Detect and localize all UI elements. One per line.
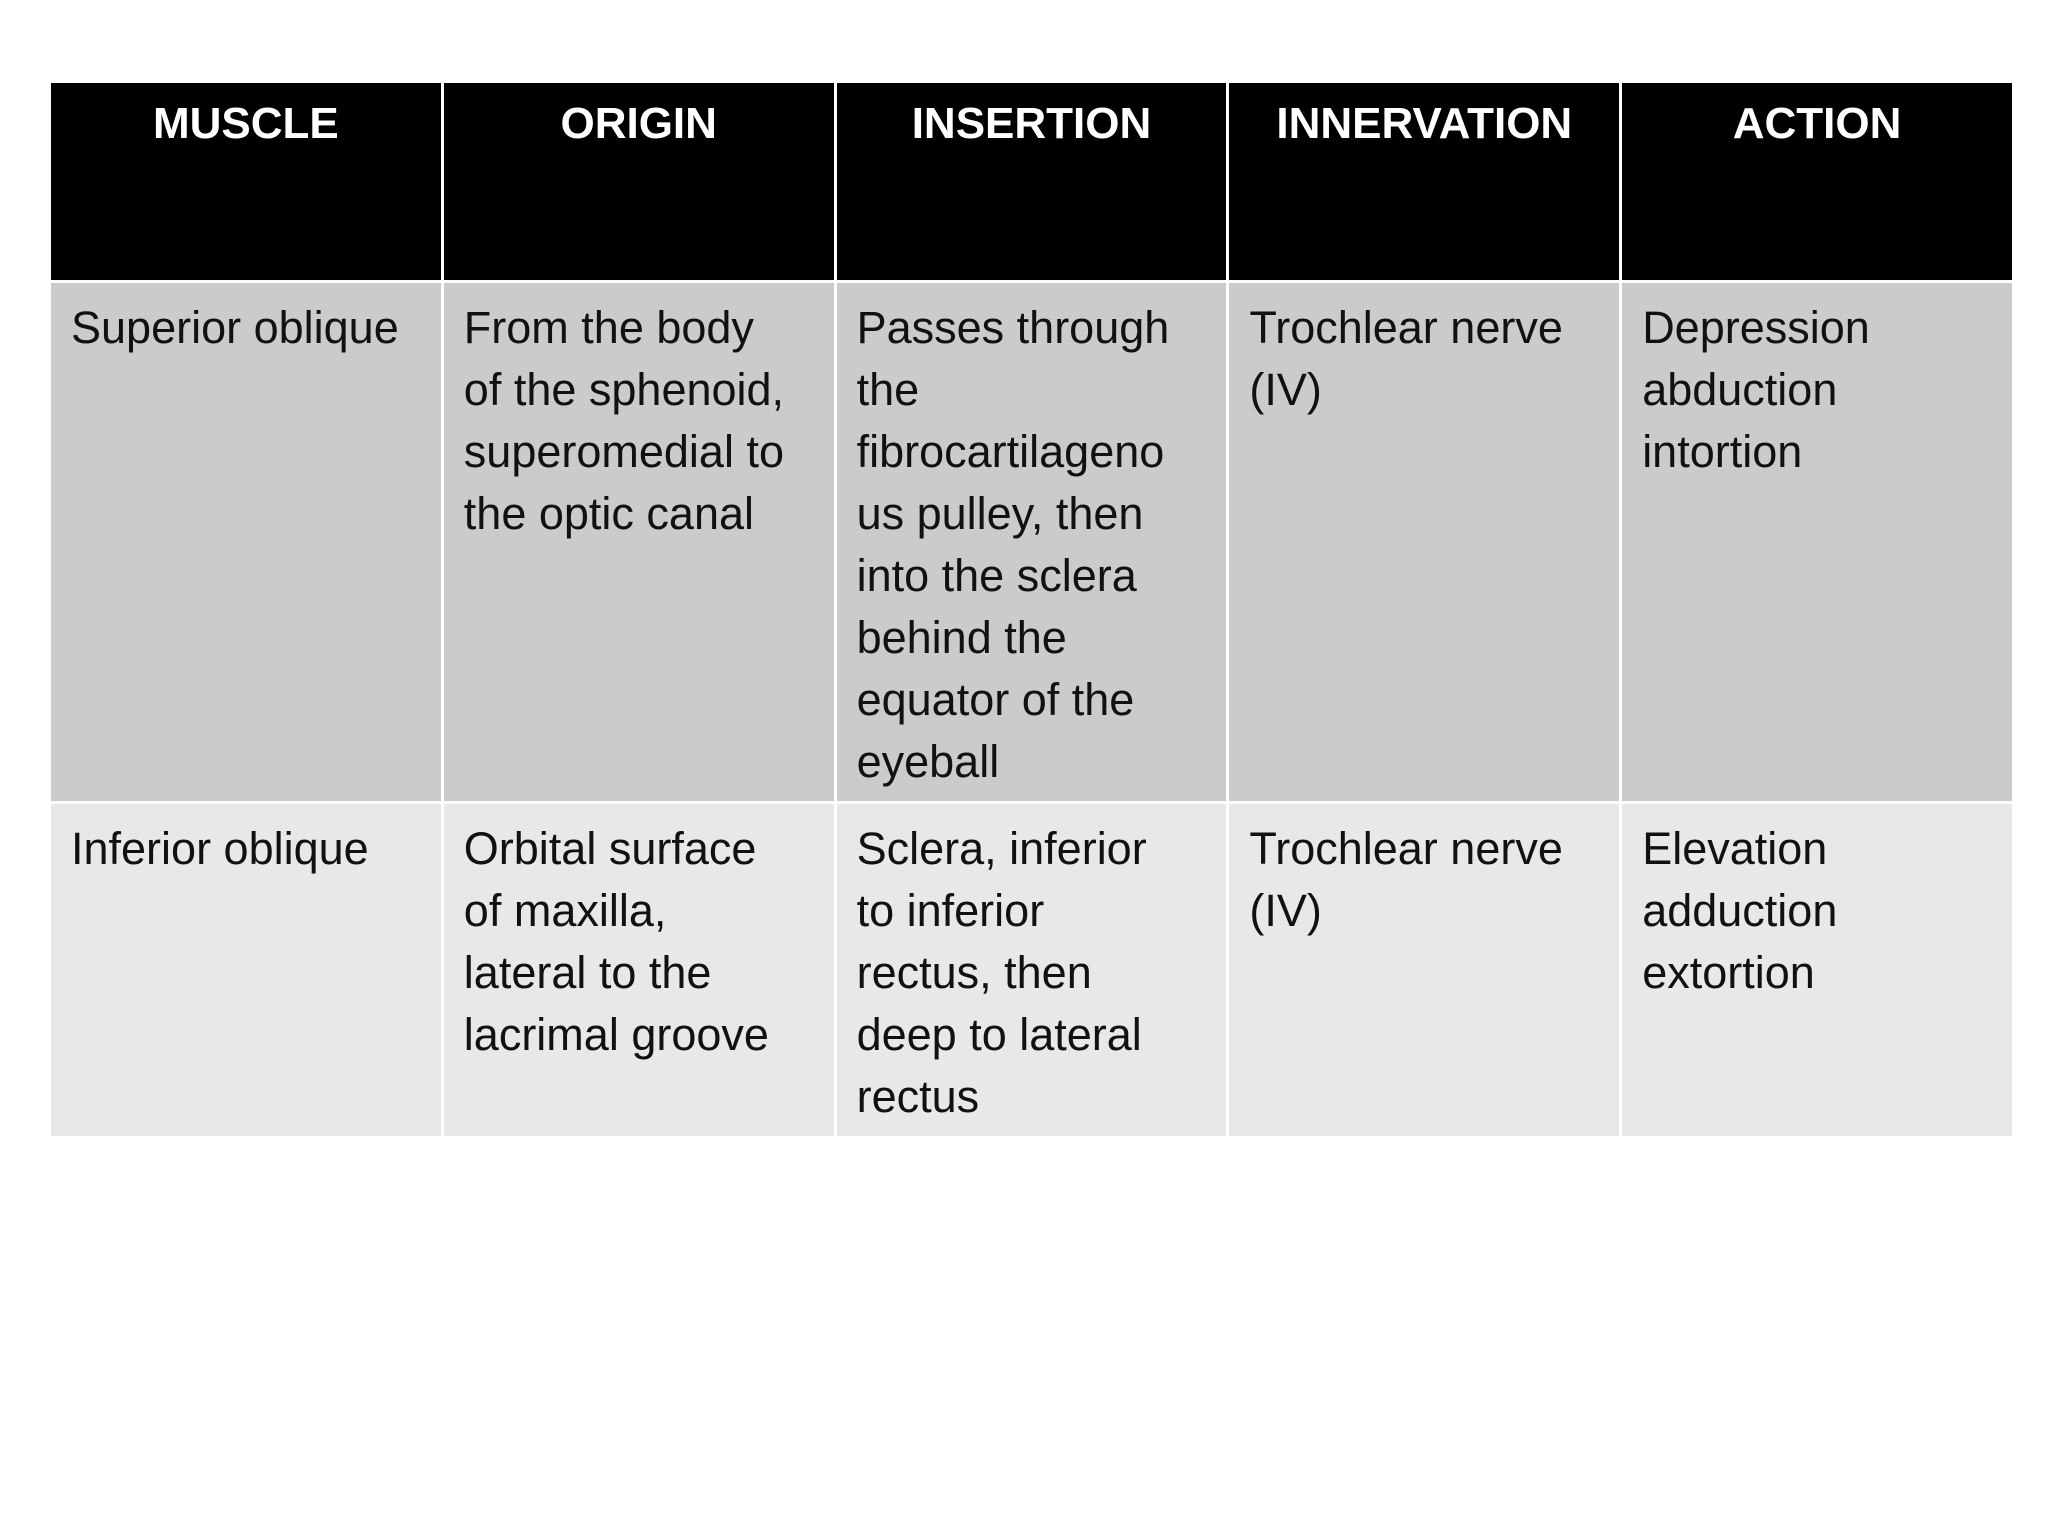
cell-insertion — [835, 803, 1228, 1138]
header-muscle: MUSCLE — [50, 82, 443, 282]
cell-muscle — [50, 282, 443, 803]
cell-text: Passes through the fibrocartilageno us pulley, then into the sclera behind the equator of the eyeball — [856, 302, 1170, 787]
cell-insertion — [835, 282, 1228, 803]
header-origin: ORIGIN — [442, 82, 835, 282]
cell-text: Elevation adduction extortion — [1642, 823, 1838, 998]
table-row — [50, 282, 2014, 803]
cell-muscle — [50, 803, 443, 1138]
cell-innervation — [1228, 282, 1621, 803]
cell-text: Superior oblique — [71, 302, 399, 353]
cell-text: Trochlear nerve (IV) — [1249, 302, 1563, 415]
cell-text: Depression abduction intortion — [1642, 302, 1870, 477]
cell-origin — [442, 282, 835, 803]
cell-text: Orbital surface of maxilla, lateral to the lacrimal groove — [463, 823, 769, 1060]
cell-text: Inferior oblique — [71, 823, 369, 874]
header-action: ACTION — [1621, 82, 2014, 282]
cell-action — [1621, 282, 2014, 803]
muscle-table — [48, 80, 2015, 1139]
cell-action — [1621, 803, 2014, 1138]
table-row — [50, 803, 2014, 1138]
cell-text: Trochlear nerve (IV) — [1249, 823, 1563, 936]
header-insertion: INSERTION — [835, 82, 1228, 282]
cell-origin — [442, 803, 835, 1138]
cell-text: From the body of the sphenoid, superomedial to the optic canal — [463, 302, 785, 539]
header-row — [50, 82, 2014, 282]
cell-text: Sclera, inferior to inferior rectus, then deep to lateral rectus — [856, 823, 1147, 1122]
header-innervation: INNERVATION — [1228, 82, 1621, 282]
cell-innervation — [1228, 803, 1621, 1138]
